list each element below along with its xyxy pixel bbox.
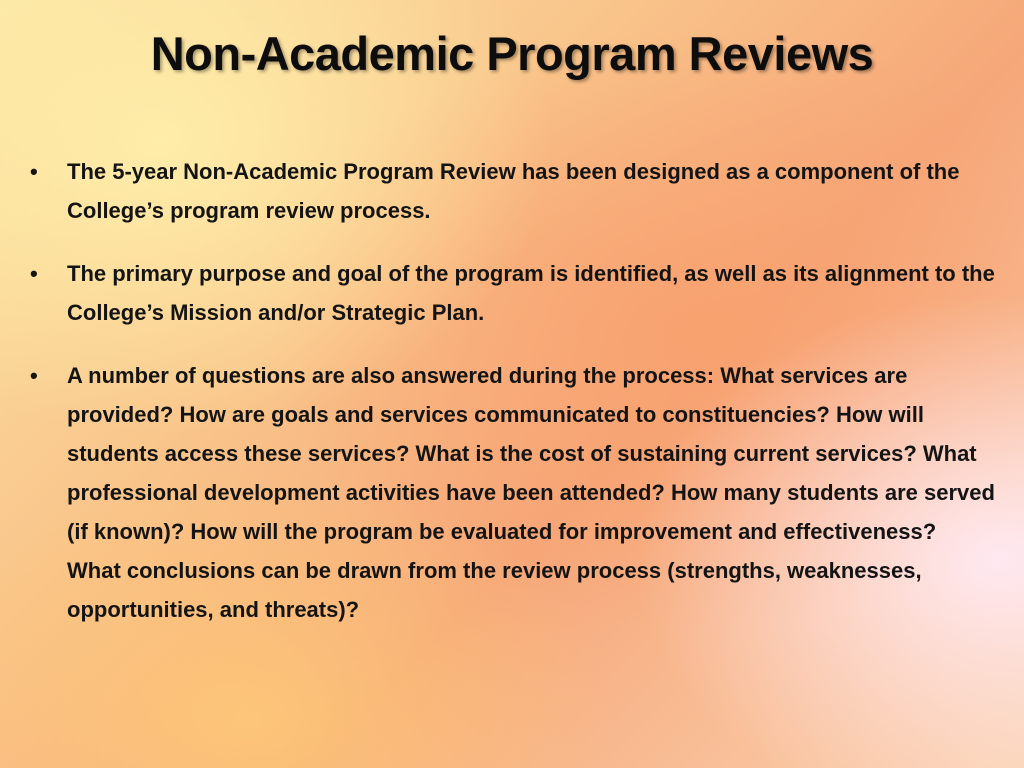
slide-title: Non-Academic Program Reviews — [150, 27, 874, 80]
bullet-text: The primary purpose and goal of the program is identified, as well as its alignment to the College’s Mission and/or Strategic Plan. — [67, 261, 995, 325]
bullet-marker: • — [30, 363, 38, 388]
bullet-text: A number of questions are also answered during the process: What services are provided? How are goals and services communicated to constituencies? How will students access these services? What is the cost of sustaining current services? What professional development activities have been attended? How many students are served (if known)? How will the program be evaluated for improvement and effectiveness? What conclusions can be drawn from the review process (strengths, weaknesses, opportunities, and threats)? — [67, 363, 995, 622]
bullet-marker: • — [30, 261, 38, 286]
bullet-item — [30, 152, 996, 230]
bullet-item — [30, 356, 996, 629]
bullet-text: The 5-year Non-Academic Program Review has been designed as a component of the College’s program review process. — [67, 159, 960, 223]
bullet-list — [30, 152, 996, 653]
bullet-marker: • — [30, 159, 38, 184]
bullet-item — [30, 254, 996, 332]
